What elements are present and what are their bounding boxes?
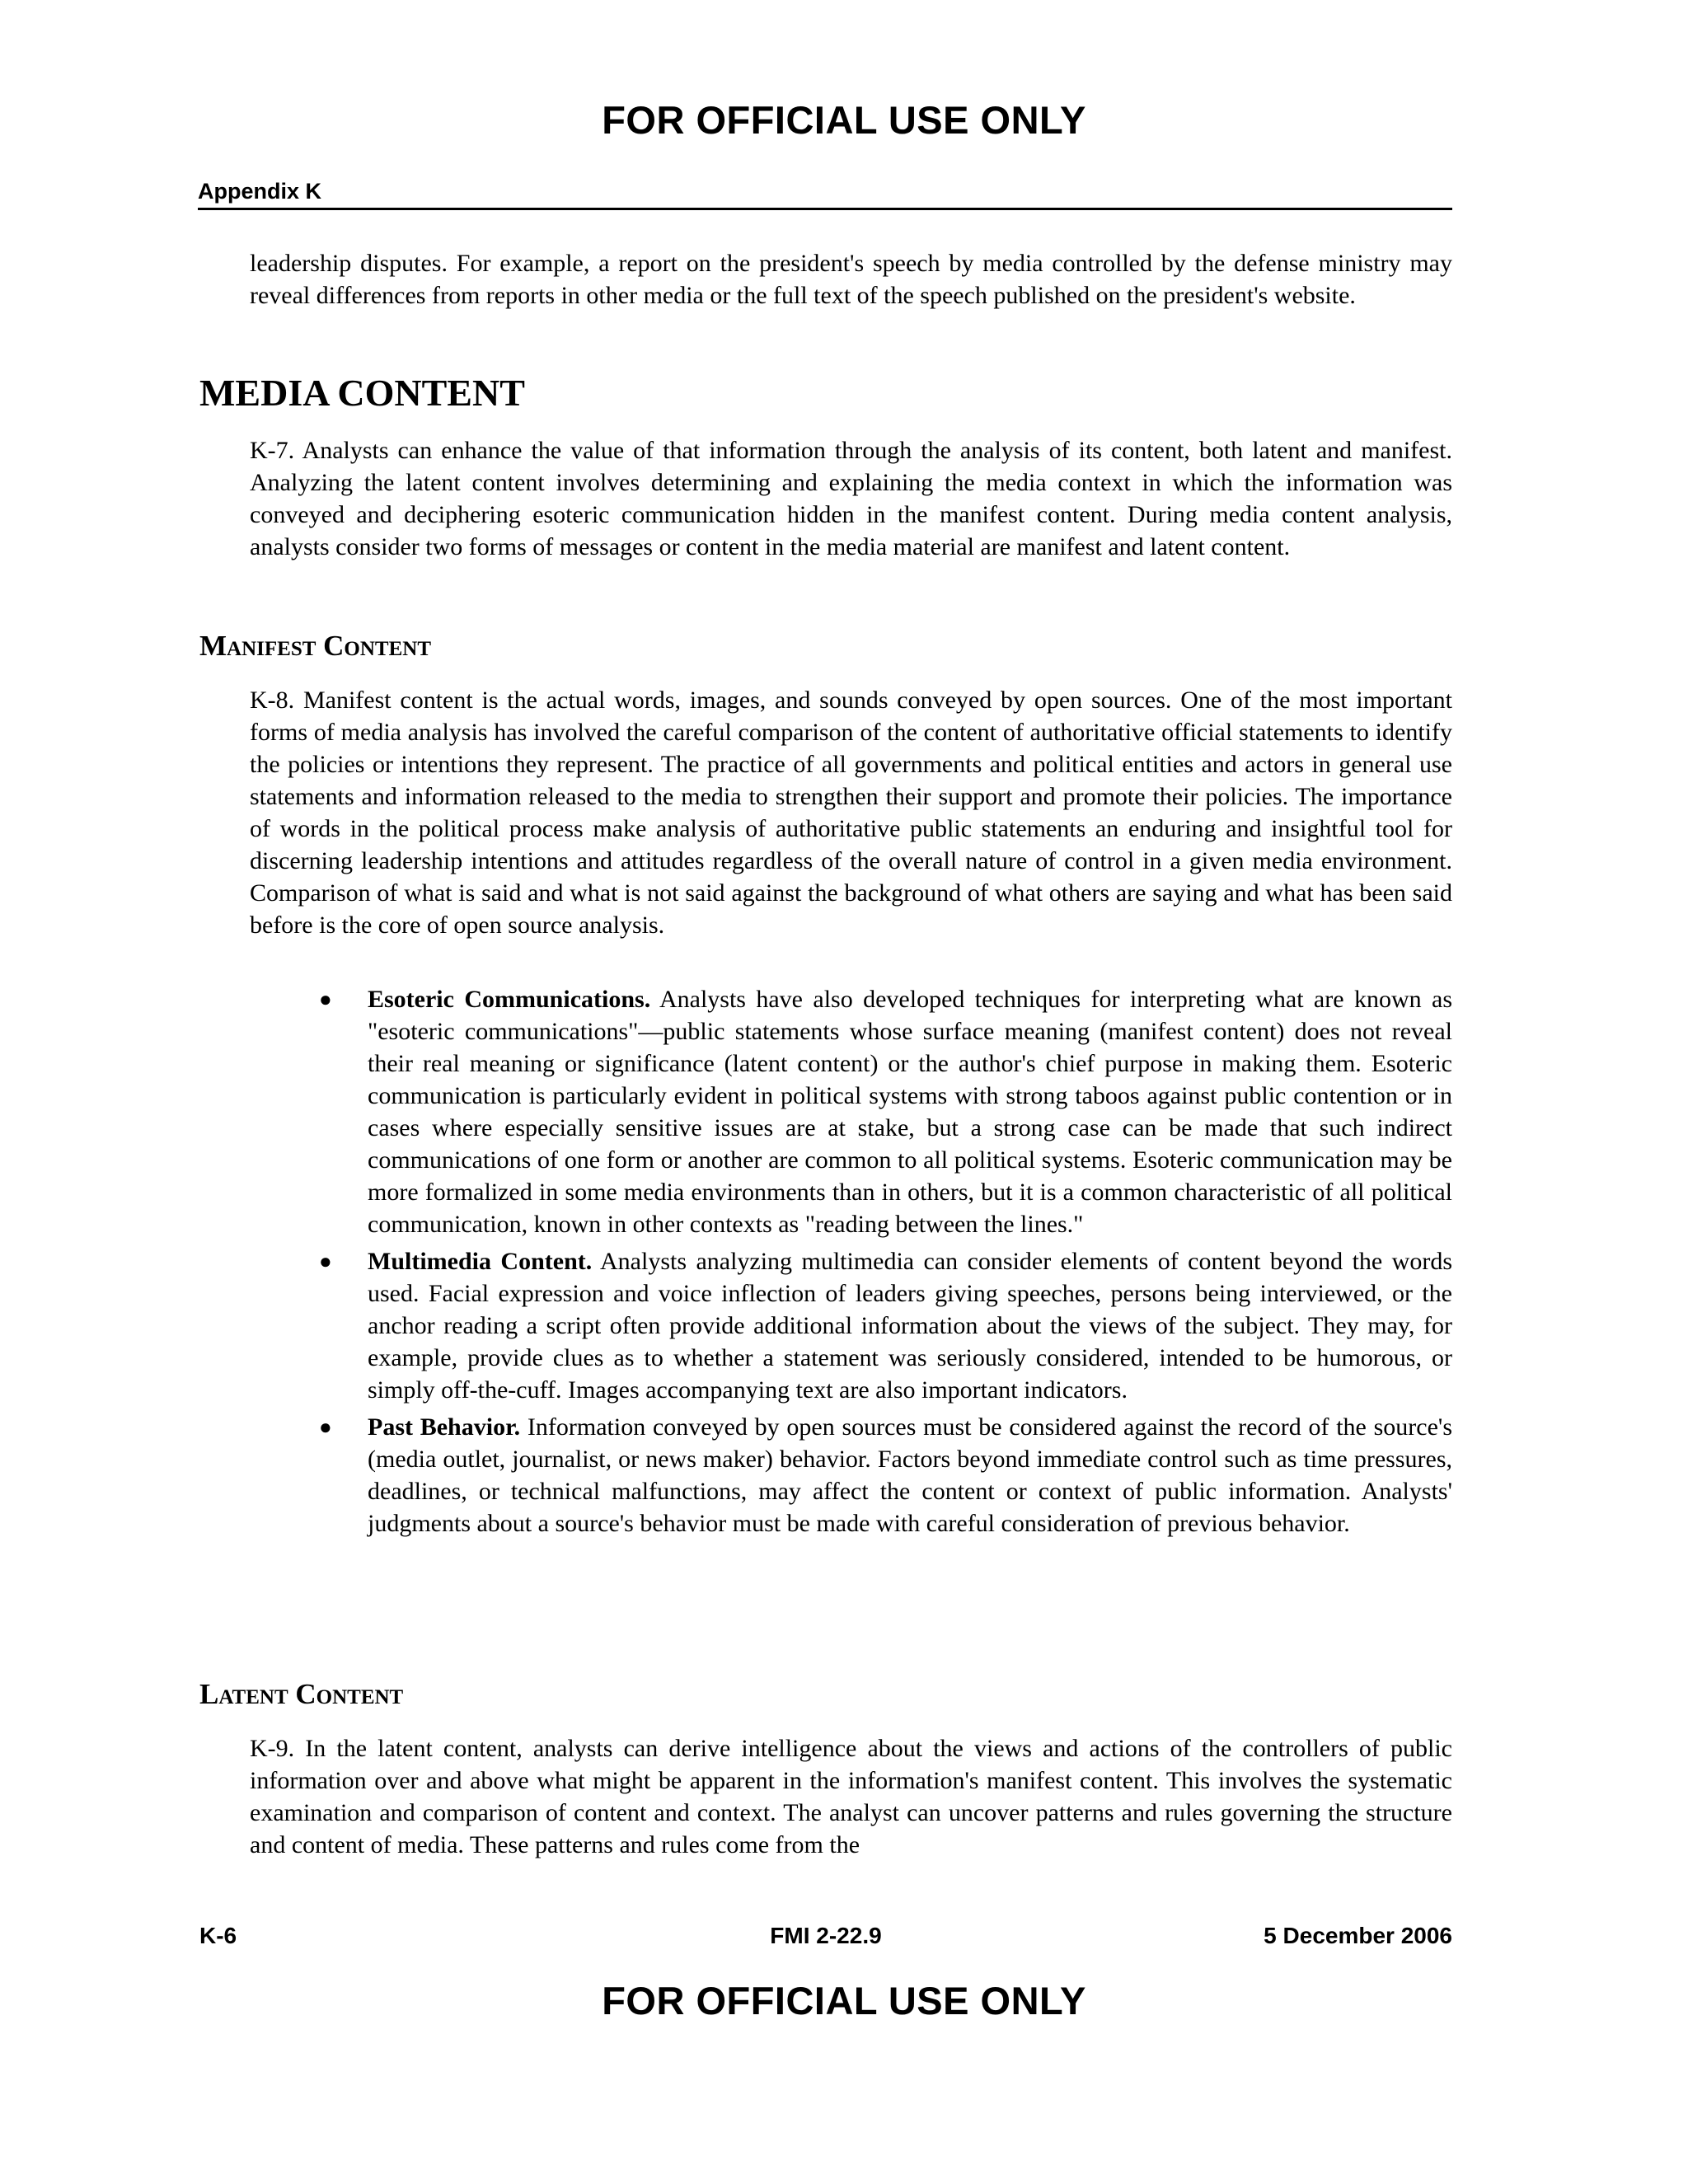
- bullet-text: Analysts analyzing multimedia can consider elements of content beyond the words used. Facial expression and voice inflection of leaders giving speeches, persons being interviewed, or the anchor reading a script often provide additional information about the views of the subject. They may, for example, provide clues as to whether a statement was seriously considered, intended to be humorous, or simply off-the-cuff. Images accompanying text are also important indicators.: [368, 1248, 1452, 1404]
- bullet-lead: Esoteric Communications.: [368, 986, 651, 1013]
- section-label: Appendix K: [198, 179, 322, 204]
- bullet-icon: ●: [319, 987, 332, 1011]
- bullet-icon: ●: [319, 1415, 332, 1439]
- footer-date: 5 December 2006: [1264, 1923, 1452, 1948]
- list-item: [319, 1245, 1452, 1406]
- classification-banner-top: FOR OFFICIAL USE ONLY: [602, 98, 1086, 142]
- continuation-paragraph: leadership disputes. For example, a report on the president's speech by media controlled by the defense ministry may reveal differences from reports in other media or the full text of the speech published on the president's website.: [250, 250, 1452, 309]
- bullet-icon: ●: [319, 1249, 332, 1273]
- bullet-text: Analysts have also developed techniques for interpreting what are known as "esoteric communications"—public statements whose surface meaning (manifest content) does not reveal their real meaning or significance (latent content) or the author's chief purpose in making them. Esoteric communication is particularly evident in political systems with strong taboos against public contention or in cases where especially sensitive issues are at stake, but a strong case can be made that such indirect communications of one form or another are common to all political systems. Esoteric communication may be more formalized in some media environments than in others, but it is a common characteristic of all political communication, known in other contexts as "reading between the lines.": [368, 986, 1452, 1238]
- paragraph-k8: K-8. Manifest content is the actual words, images, and sounds conveyed by open sources. One of the most important forms of media analysis has involved the careful comparison of the content of authoritative official statements to identify the policies or intentions they represent. The practice of all governments and political entities and actors in general use statements and information released to the media to strengthen their support and promote their policies. The importance of words in the political process make analysis of authoritative public statements an enduring and insightful tool for discerning leadership intentions and attitudes regardless of the overall nature of control in a given media environment. Comparison of what is said and what is not said against the background of what others are saying and what has been said before is the core of open source analysis.: [250, 687, 1452, 939]
- page-footer: [199, 1923, 1452, 1951]
- classification-banner-bottom: FOR OFFICIAL USE ONLY: [602, 1979, 1086, 2022]
- paragraph-k7: K-7. Analysts can enhance the value of that information through the analysis of its content, both latent and manifest. Analyzing the latent content involves determining and explaining the media context in which the information was conveyed and deciphering esoteric communication hidden in the manifest content. During media content analysis, analysts consider two forms of messages or content in the media material are manifest and latent content.: [250, 437, 1452, 560]
- paragraph-k9: K-9. In the latent content, analysts can derive intelligence about the views and actions of the controllers of public information over and above what might be apparent in the information's manifest content. This involves the systematic examination and comparison of content and context. The analyst can uncover patterns and rules governing the structure and content of media. These patterns and rules come from the: [250, 1735, 1452, 1858]
- bullet-lead: Past Behavior.: [368, 1413, 521, 1441]
- footer-document-id: FMI 2-22.9: [770, 1923, 882, 1948]
- bullet-lead: Multimedia Content.: [368, 1248, 593, 1275]
- list-item: [319, 983, 1452, 1240]
- list-item: [319, 1411, 1452, 1540]
- footer-page-number: K-6: [199, 1923, 237, 1948]
- section-heading-media-content: MEDIA CONTENT: [199, 372, 525, 414]
- bullet-text: Information conveyed by open sources must be considered against the record of the source's (media outlet, journalist, or news maker) behavior. Factors beyond immediate control such as time pressures, deadlines, or technical malfunctions, may affect the content or context of public information. Analysts' judgments about a source's behavior must be made with careful consideration of previous behavior.: [368, 1413, 1452, 1537]
- subsection-heading-latent-content: Latent Content: [199, 1678, 404, 1710]
- subsection-heading-manifest-content: Manifest Content: [199, 630, 432, 662]
- running-header: [198, 179, 1452, 210]
- bullet-list: [319, 983, 1452, 1544]
